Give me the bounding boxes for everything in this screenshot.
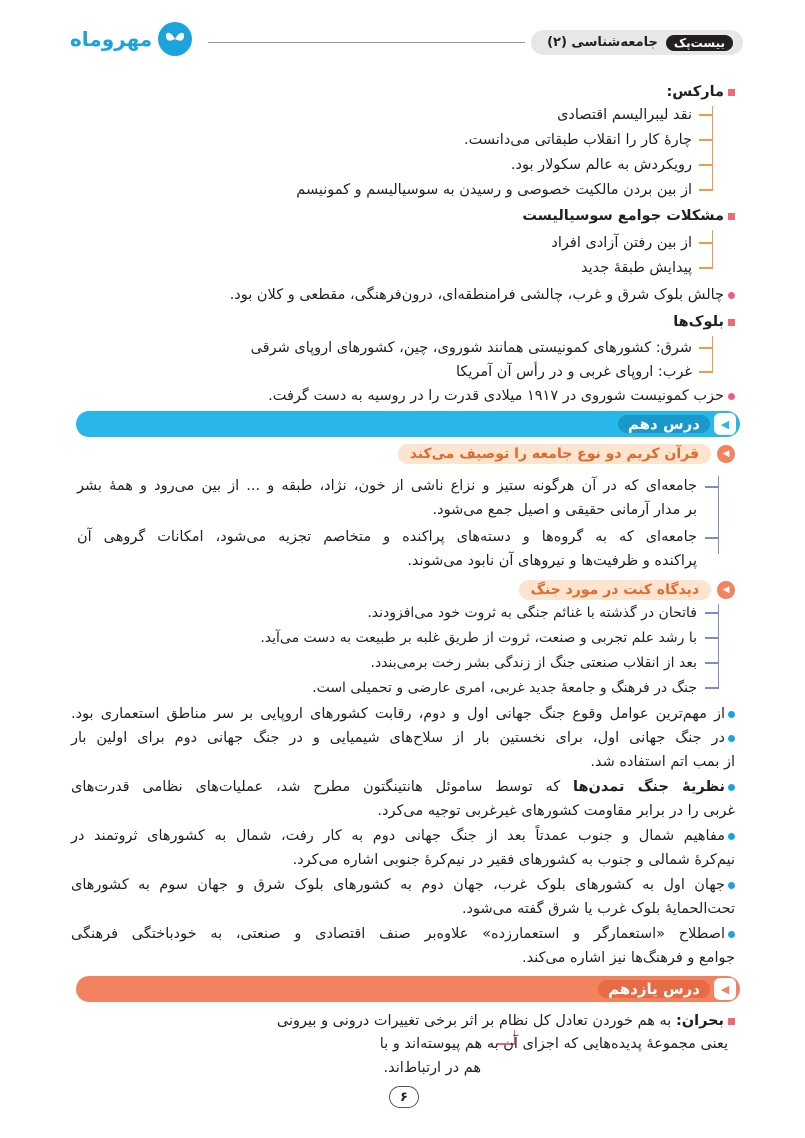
marx-bracket <box>712 106 713 190</box>
lesson-11-title: درس یازدهم <box>598 980 710 998</box>
blocs-bracket <box>712 336 713 372</box>
kant-item: با رشد علم تجربی و صنعت، ثروت از طریق غلبه بر طبیعت به دست می‌آید. <box>260 630 697 646</box>
quran-bracket <box>718 476 719 554</box>
quran-subheading: ◀ قرآن کریم دو نوع جامعه را توصیف می‌کند <box>398 444 735 464</box>
lesson10-bullet: نظریهٔ جنگ تمدن‌ها که توسط ساموئل هانتینگتون مطرح شد، عملیات‌های نظامی قدرت‌های <box>71 777 735 797</box>
play-arrow-icon: ◀ <box>714 413 736 435</box>
lesson10-bullet-cont: جوامع و فرهنگ‌ها نیز اشاره می‌کند. <box>522 950 735 966</box>
marx-item: از بین بردن مالکیت خصوصی و رسیدن به سوسیالیسم و کمونیسم <box>296 182 692 198</box>
arrow-circle-icon: ◀ <box>717 445 735 463</box>
kant-item: جنگ در فرهنگ و جامعهٔ جدید غربی، امری عارضی و تحمیلی است. <box>312 680 697 696</box>
marx-item: نقد لیبرالیسم اقتصادی <box>557 107 692 123</box>
series-badge: بیست‌پک <box>666 35 733 51</box>
lesson10-bullet: اصطلاح «استعمارگر و استعمارزده» علاوه‌بر صنف اقتصادی و صنعتی، به خودباختگی فرهنگی <box>71 924 735 944</box>
lesson10-bullet-cont: غربی را در برابر مقاومت کشورهای غیرغربی توجیه می‌کرد. <box>377 803 735 819</box>
dot-bullet-icon <box>728 833 735 840</box>
logo-text: مهروماه <box>70 27 153 51</box>
east-west-bullet: چالش بلوک شرق و غرب، چالشی فرامنطقه‌ای، درون‌فرهنگی، مقطعی و کلان بود. <box>230 285 735 305</box>
marx-item: رویکردش به عالم سکولار بود. <box>510 157 692 173</box>
blocs-item: غرب: اروپای غربی و در رأس آن آمریکا <box>455 364 692 380</box>
lesson10-bullet: جهان اول به کشورهای بلوک غرب، جهان دوم به کشورهای بلوک شرق و جهان سوم به کشورهای <box>71 875 735 895</box>
lesson-10-title: درس دهم <box>618 415 710 433</box>
dot-bullet-icon <box>728 882 735 889</box>
kant-subheading: ◀ دیدگاه کنت در مورد جنگ <box>519 580 735 600</box>
quran-line: پراکنده و ظرفیت‌ها و نیروهای آن نابود می‌شوند. <box>407 553 697 569</box>
crisis-definition: بحران: به هم خوردن تعادل کل نظام بر اثر برخی تغییرات درونی و بیرونی <box>277 1011 735 1031</box>
socialist-heading: مشکلات جوامع سوسیالیست <box>522 206 735 226</box>
quran-line: بر مدار آرمانی حقیقی و اصیل جمع می‌شود. <box>432 502 697 518</box>
header-divider <box>208 42 525 43</box>
blocs-item: شرق: کشورهای کمونیستی همانند شوروی، چین، کشورهای اروپای شرقی <box>250 340 692 356</box>
marx-heading: مارکس: <box>667 82 736 102</box>
play-arrow-icon: ◀ <box>714 978 736 1000</box>
dot-bullet-icon <box>728 735 735 742</box>
dot-bullet-icon <box>728 711 735 718</box>
system-explanation-cont: هم در ارتباط‌اند. <box>383 1060 481 1076</box>
lesson10-bullet: در جنگ جهانی اول، برای نخستین بار از سلاح‌های شیمیایی و در جنگ جهانی دوم برای اولین بار <box>71 728 735 748</box>
lesson10-bullet-cont: از بمب اتم استفاده شد. <box>590 754 735 770</box>
soviet-bullet: حزب کمونیست شوروی در ۱۹۱۷ میلادی قدرت را در روسیه به دست گرفت. <box>268 386 735 406</box>
dot-bullet-icon <box>728 784 735 791</box>
quran-line: جامعه‌ای که در آن هرگونه ستیز و نزاع ناشی از خون، نژاد، طبقه و ... از بین می‌رود و همهٔ بشر <box>77 478 697 494</box>
quran-line: جامعه‌ای که به گروه‌ها و دسته‌های پراکنده و متخاصم تجزیه می‌شود، امکانات گروهی آن <box>77 529 697 545</box>
subject-title: جامعه‌شناسی (۲) <box>547 35 658 50</box>
dot-bullet-icon <box>728 393 735 400</box>
marx-item: چارهٔ کار را انقلاب طبقاتی می‌دانست. <box>463 132 692 148</box>
lesson10-bullet-cont: نیم‌کرهٔ شمالی و جنوب به کشورهای فقیر در نیم‌کرهٔ جنوبی اشاره می‌کرد. <box>292 852 735 868</box>
kant-item: فاتحان در گذشته با غنائم جنگی به ثروت خود می‌افزودند. <box>367 605 697 621</box>
square-bullet-icon <box>728 319 735 326</box>
kant-item: بعد از انقلاب صنعتی جنگ از زندگی بشر رخت برمی‌بندد. <box>370 655 697 671</box>
lesson-11-bar <box>76 976 740 1002</box>
system-explanation: یعنی مجموعهٔ پدیده‌هایی که اجزای آن به هم پیوسته‌اند و با <box>379 1036 728 1052</box>
page-number: ۶ <box>389 1086 419 1108</box>
dot-bullet-icon <box>728 931 735 938</box>
lesson-10-bar <box>76 411 740 437</box>
socialist-item: پیدایش طبقهٔ جدید <box>580 260 692 276</box>
butterfly-icon <box>158 22 192 56</box>
socialist-bracket <box>712 230 713 268</box>
socialist-item: از بین رفتن آزادی افراد <box>551 235 692 251</box>
lesson10-bullet-cont: تحت‌الحمایهٔ بلوک غرب یا شرق گفته می‌شود. <box>461 901 735 917</box>
square-bullet-icon <box>728 89 735 96</box>
square-bullet-icon <box>728 213 735 220</box>
blocs-heading: بلوک‌ها <box>673 312 735 332</box>
clash-theory-term: نظریهٔ جنگ تمدن‌ها <box>573 779 726 795</box>
lesson10-bullet: مفاهیم شمال و جنوب عمدتاً بعد از جنگ جهانی دوم به کار رفت، شمال به کشورهای ثروتمند در <box>71 826 735 846</box>
header-badge <box>531 30 743 55</box>
arrow-circle-icon: ◀ <box>717 581 735 599</box>
kant-bracket <box>718 604 719 688</box>
square-bullet-icon <box>728 1018 735 1025</box>
publisher-logo <box>70 22 192 56</box>
lesson10-bullet: از مهم‌ترین عوامل وقوع جنگ جهانی اول و دوم، رقابت کشورهای اروپایی بر سر مناطق استعماری بود. <box>71 704 735 724</box>
dot-bullet-icon <box>728 292 735 299</box>
